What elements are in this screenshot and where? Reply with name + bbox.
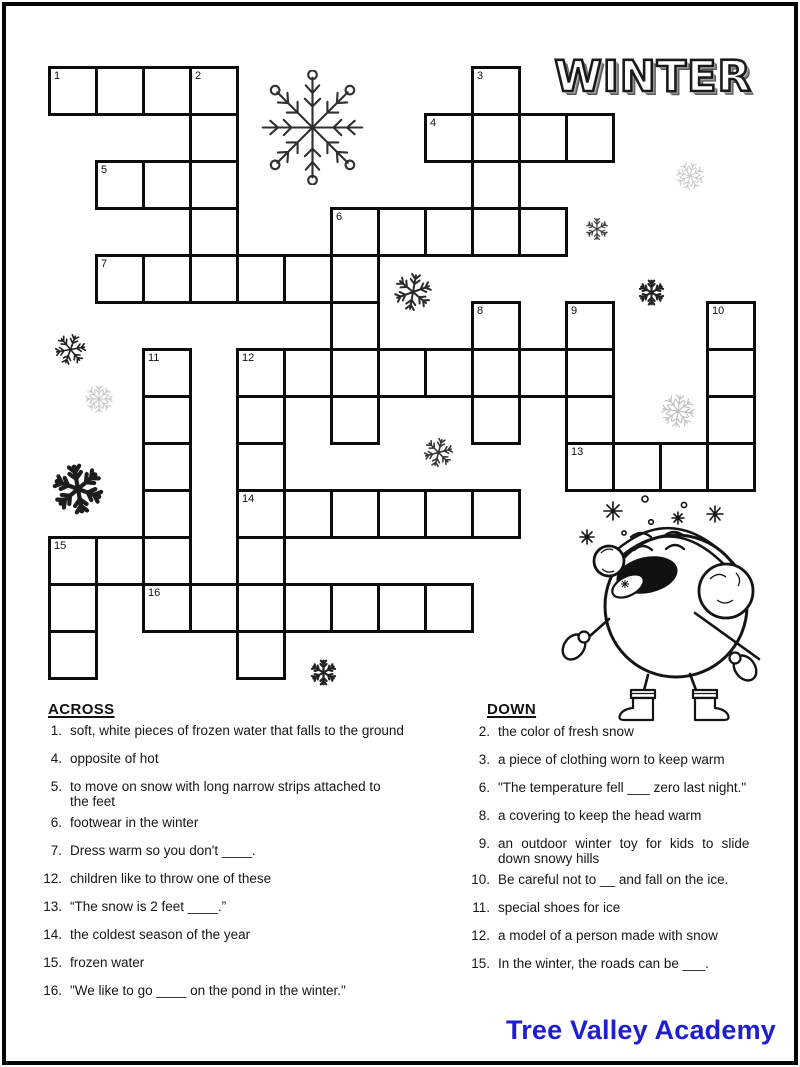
crossword-cell[interactable] [377,207,427,257]
clue-number: 5. [50,779,62,794]
clue-text: a piece of clothing worn to keep warm [498,752,725,767]
clue-item [42,779,457,809]
crossword-cell[interactable] [283,254,333,304]
cell-number: 6 [336,211,343,223]
crossword-cell[interactable] [471,395,521,445]
sparkle-icon [604,502,622,520]
crossword-cell[interactable] [189,113,239,163]
boot-left [620,690,656,720]
crossword-cell[interactable] [377,583,427,633]
cell-number: 10 [712,305,725,317]
across-clue-list [42,723,457,1011]
crossword-cell[interactable] [189,583,239,633]
crossword-cell[interactable] [142,536,192,586]
crossword-cell[interactable] [330,254,380,304]
cell-number: 9 [571,305,578,317]
clue-text: “The snow is 2 feet ____.” [70,899,227,914]
crossword-cell[interactable] [424,348,474,398]
crossword-cell[interactable] [236,583,286,633]
clue-text: opposite of hot [70,751,159,766]
crossword-cell[interactable] [142,583,192,633]
clue-number: 10. [471,872,490,887]
crossword-cell[interactable] [95,536,145,586]
clue-item [42,899,457,914]
snowflake-icon [48,459,108,519]
cell-number: 2 [195,70,202,82]
earmuff-right [699,564,753,618]
worksheet-title: WINTER [554,52,752,102]
clue-text: an outdoor winter toy for kids to slide down snowy hills [498,836,750,866]
clue-text: a covering to keep the head warm [498,808,702,823]
clue-item [470,836,770,866]
sparkle-icon [672,512,684,524]
crossword-cell[interactable] [189,254,239,304]
clue-item [42,843,457,858]
clue-text: "We like to go ____ on the pond in the winter." [70,983,346,998]
crossword-cell[interactable] [377,348,427,398]
sparkle-icon [580,530,594,544]
down-header: DOWN [487,701,537,718]
cell-number: 11 [148,352,160,364]
clue-number: 4. [50,751,62,766]
across-header: ACROSS [48,701,115,718]
crossword-cell[interactable] [48,66,98,116]
clue-item [470,872,770,887]
boot-right [693,690,729,720]
clue-text: a model of a person made with snow [498,928,718,943]
clue-number: 16. [43,983,62,998]
snowflake-icon [585,217,609,241]
clue-number: 12. [43,871,62,886]
crossword-cell[interactable] [189,66,239,116]
clue-item [470,928,770,943]
crossword-cell[interactable] [471,113,521,163]
clue-text: children like to throw one of these [70,871,272,886]
cell-number: 15 [54,540,67,552]
down-clue-list [470,724,770,984]
crossword-cell[interactable] [236,348,286,398]
snowflake-icon [390,269,436,315]
crossword-cell[interactable] [565,442,615,492]
clue-number: 13. [43,899,62,914]
cell-number: 16 [148,587,161,599]
clue-item [42,983,457,998]
crossword-cell[interactable] [330,583,380,633]
clue-number: 6. [50,815,62,830]
clue-number: 15. [471,956,490,971]
crossword-cell[interactable] [659,442,709,492]
crossword-cell[interactable] [283,348,333,398]
snowflake-icon [255,70,370,185]
crossword-cell[interactable] [565,348,615,398]
clue-item [470,752,770,767]
crossword-cell[interactable] [236,536,286,586]
crossword-cell[interactable] [518,113,568,163]
crossword-cell[interactable] [471,301,521,351]
mitten-left [558,630,590,664]
clue-text: Be careful not to __ and fall on the ice. [498,872,729,887]
crossword-cell[interactable] [48,536,98,586]
crossword-cell[interactable] [706,348,756,398]
clue-number: 9. [478,836,490,851]
snowflake-icon [84,384,114,414]
crossword-cell[interactable] [236,254,286,304]
clue-item [42,751,457,766]
crossword-cell[interactable] [330,207,380,257]
cell-number: 7 [101,258,108,270]
crossword-cell[interactable] [706,442,756,492]
cell-number: 14 [242,493,255,505]
clue-item [470,808,770,823]
crossword-cell[interactable] [236,442,286,492]
crossword-cell[interactable] [95,254,145,304]
sparkle-icon [707,506,723,522]
clue-number: 6. [478,780,490,795]
cell-number: 4 [430,117,437,129]
clue-item [470,956,770,971]
clue-number: 11. [472,900,490,915]
crossword-cell[interactable] [142,254,192,304]
clue-number: 8. [478,808,490,823]
clue-text: "The temperature fell ___ zero last night." [498,780,747,795]
crossword-cell[interactable] [471,160,521,210]
clue-text: soft, white pieces of frozen water that falls to the ground [70,723,404,738]
crossword-cell[interactable] [330,489,380,539]
clue-number: 3. [478,752,490,767]
snowflake-icon [672,158,709,195]
crossword-cell[interactable] [95,160,145,210]
clue-item [42,871,457,886]
crossword-cell[interactable] [471,66,521,116]
crossword-cell[interactable] [471,207,521,257]
crossword-cell[interactable] [565,113,615,163]
crossword-cell[interactable] [565,301,615,351]
crossword-cell[interactable] [471,489,521,539]
cell-number: 12 [242,352,255,364]
clue-text: the color of fresh snow [498,724,634,739]
cell-number: 13 [571,446,584,458]
crossword-cell[interactable] [142,395,192,445]
crossword-cell[interactable] [142,66,192,116]
clue-item [470,724,770,739]
clue-text: to move on snow with long narrow strips attached to the feet [70,779,381,809]
crossword-cell[interactable] [706,301,756,351]
crossword-cell[interactable] [518,348,568,398]
snowman-illustration [547,487,775,737]
clue-text: footwear in the winter [70,815,199,830]
crossword-cell[interactable] [612,442,662,492]
snowflake-icon [658,391,699,432]
crossword-cell[interactable] [706,395,756,445]
crossword-cell[interactable] [236,630,286,680]
clue-item [42,815,457,830]
crossword-cell[interactable] [236,489,286,539]
crossword-cell[interactable] [424,113,474,163]
crossword-cell[interactable] [518,207,568,257]
snowflake-icon [419,433,457,471]
crossword-cell[interactable] [424,207,474,257]
crossword-cell[interactable] [330,348,380,398]
snowflake-icon [310,659,337,686]
crossword-cell[interactable] [565,395,615,445]
branding-text: Tree Valley Academy [506,1015,776,1045]
cell-number: 1 [54,70,61,82]
crossword-cell[interactable] [48,583,98,633]
crossword-cell[interactable] [283,489,333,539]
crossword-cell[interactable] [471,348,521,398]
clue-number: 14. [43,927,62,942]
cell-number: 5 [101,164,108,176]
crossword-cell[interactable] [189,207,239,257]
clue-text: the coldest season of the year [70,927,251,942]
clue-item [470,900,770,915]
clue-number: 1. [50,723,62,738]
clue-text: Dress warm so you don't ____. [70,843,256,858]
cell-number: 8 [477,305,484,317]
clue-item [42,723,457,738]
clue-number: 7. [50,843,62,858]
clue-number: 2. [478,724,490,739]
clue-text: special shoes for ice [498,900,621,915]
crossword-cell[interactable] [142,489,192,539]
clue-item [42,927,457,942]
snowflake-icon [49,328,91,370]
clue-text: In the winter, the roads can be ___. [498,956,709,971]
clue-number: 15. [43,955,62,970]
crossword-cell[interactable] [283,583,333,633]
crossword-cell[interactable] [142,348,192,398]
clue-item [42,955,457,970]
crossword-cell[interactable] [236,395,286,445]
clue-item [470,780,770,795]
crossword-cell[interactable] [330,395,380,445]
crossword-cell[interactable] [424,489,474,539]
cell-number: 3 [477,70,484,82]
crossword-cell[interactable] [142,160,192,210]
crossword-cell[interactable] [424,583,474,633]
crossword-cell[interactable] [95,66,145,116]
clue-number: 12. [471,928,490,943]
snowflake-icon [638,279,665,306]
crossword-cell[interactable] [48,630,98,680]
crossword-cell[interactable] [377,489,427,539]
crossword-cell[interactable] [189,160,239,210]
crossword-cell[interactable] [330,301,380,351]
clue-text: frozen water [70,955,145,970]
crossword-cell[interactable] [142,442,192,492]
